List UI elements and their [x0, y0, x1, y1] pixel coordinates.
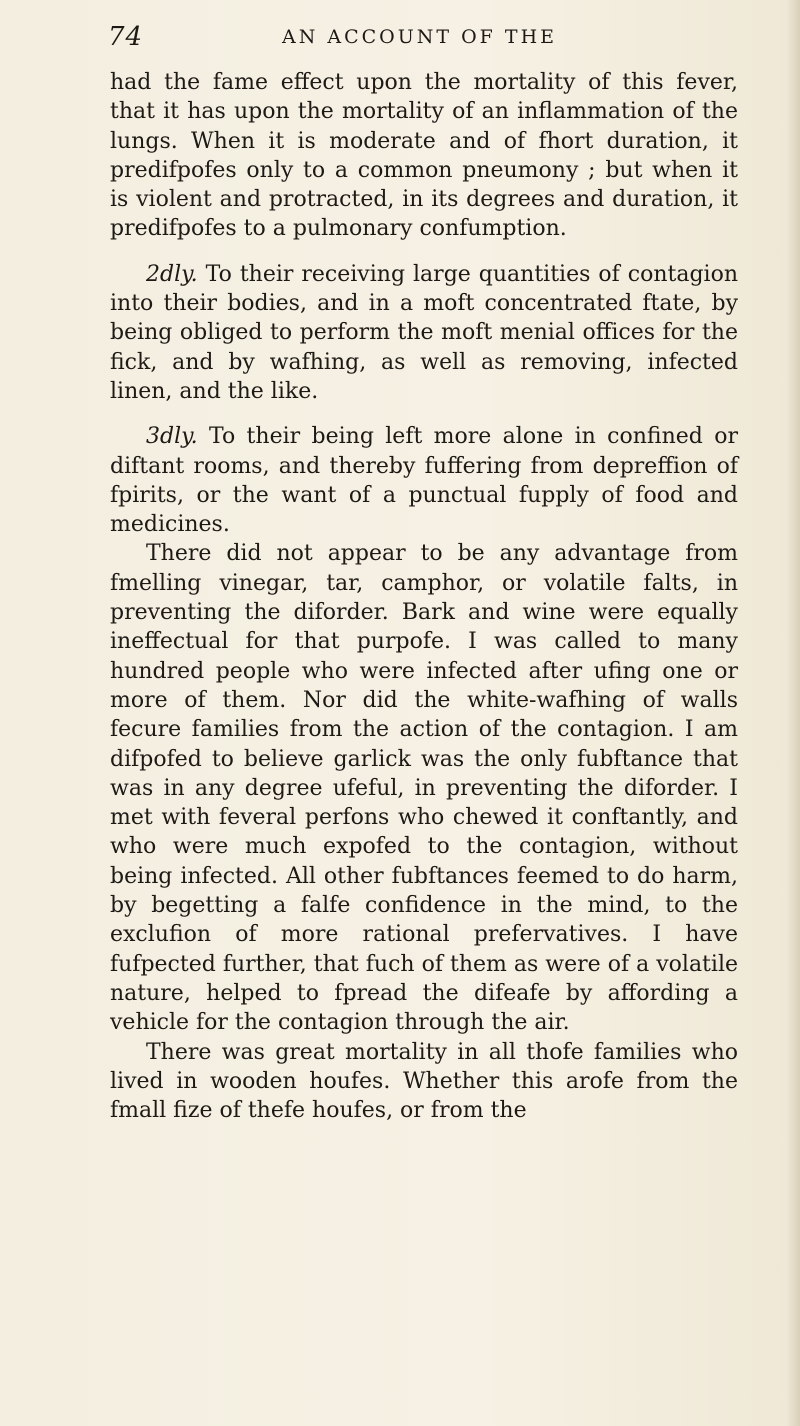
- paragraph-preventives: [110, 539, 738, 1037]
- page-number: 74: [108, 22, 144, 52]
- paragraph-text: had the fame effect upon the mortality of this fever, that it has upon the mortality of an inflammation of the lungs. When it is moderate and of fhort duration, it predifpofes only to a common pneumony ; but when it is violent and protracted, in its degrees and duration, it predifpofes to a pulmonary confumption.: [110, 70, 738, 242]
- ordinal-label: 3dly.: [146, 424, 198, 450]
- body-text: [110, 68, 738, 1125]
- paragraph-text: To their being left more alone in confined or diftant rooms, and thereby fuffering from depreffion of fpirits, or the want of a punctual fupply of food and medicines.: [110, 424, 738, 538]
- paragraph-second-cause: [110, 260, 738, 406]
- paragraph-text: To their receiving large quantities of contagion into their bodies, and in a moft concentrated ftate, by being obliged to perform the moft menial offices for the fick, and by wafhing, as well as removing, infected linen, and the like.: [110, 261, 738, 404]
- paragraph-text: There was great mortality in all thofe families who lived in wooden houfes. Whether this arofe from the fmall fize of thefe houfes, or from the: [110, 1039, 738, 1124]
- paragraph-wooden-houses: [110, 1038, 738, 1126]
- page-header: [108, 22, 738, 62]
- paragraph-third-cause: [110, 422, 738, 539]
- paragraph-continuation: [110, 68, 738, 244]
- paragraph-text: There did not appear to be any advantage from fmelling vinegar, tar, camphor, or volatile falts, in preventing the diforder. Bark and wine were equally ineffectual for that purpofe. I was called to many hundred people who were infected after ufing one or more of them. Nor did the white-wafhing of walls fecure families from the action of the contagion. I am difpofed to believe garlick was the only fubftance that was in any degree ufeful, in preventing the diforder. I met with feveral perfons who chewed it conftantly, and who were much expofed to the contagion, without being infected. All other fubftances feemed to do harm, by begetting a falfe confidence in the mind, to the exclufion of more rational prefervatives. I have fufpected further, that fuch of them as were of a volatile nature, helped to fpread the difeafe by affording a vehicle for the contagion through the air.: [110, 541, 738, 1036]
- page-edge-shadow: [786, 0, 800, 1426]
- ordinal-label: 2dly.: [146, 261, 198, 287]
- running-head: AN ACCOUNT OF THE: [282, 26, 558, 48]
